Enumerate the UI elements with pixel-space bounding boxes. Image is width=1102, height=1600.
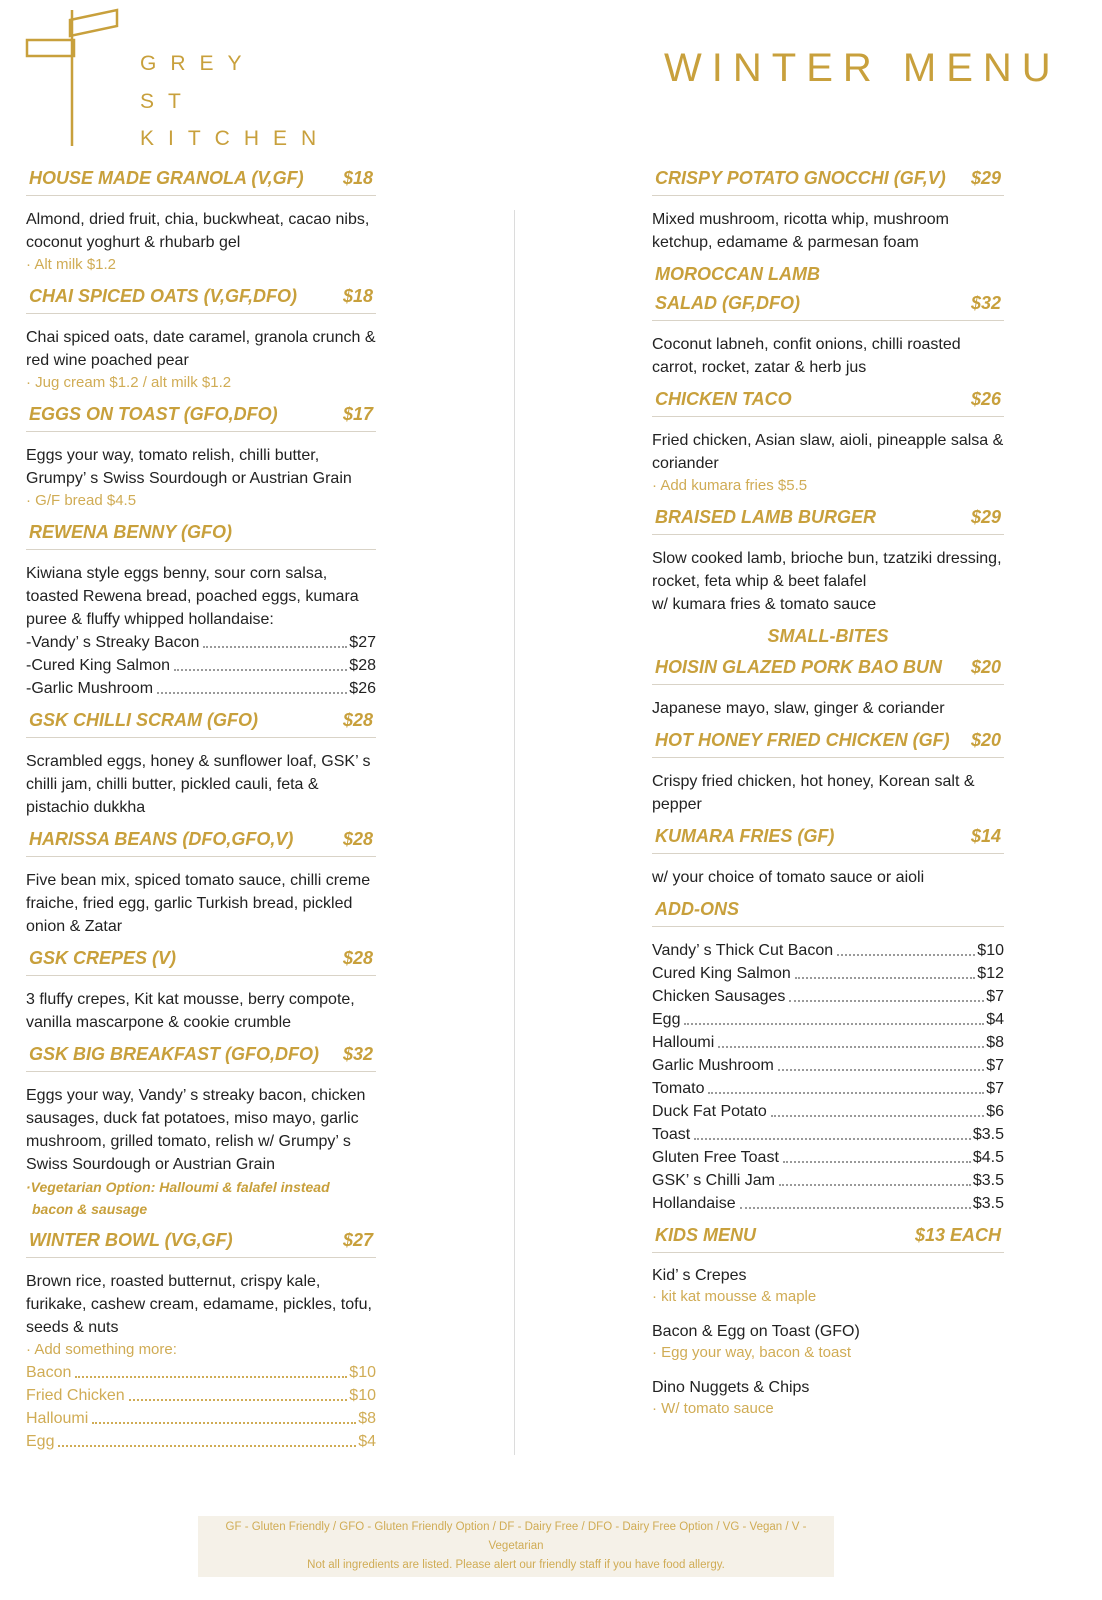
kids-item: Kid’ s Crepes · kit kat mousse & maple	[652, 1267, 817, 1305]
add-on-item: Vandy’ s Thick Cut Bacon $10	[652, 939, 1004, 962]
benny-option: -Vandy’ s Streaky Bacon $27	[26, 631, 376, 654]
item-note: · Add kumara fries $5.5	[652, 477, 808, 494]
item-price: $18	[342, 286, 373, 306]
item-name: SALAD (GF,DFO)	[655, 293, 800, 313]
item-name: HOUSE MADE GRANOLA (V,GF)	[29, 168, 304, 188]
item-note: bacon & sausage	[32, 1201, 148, 1217]
small-bites-heading: SMALL-BITES	[767, 626, 889, 646]
item-description: Kiwiana style eggs benny, sour corn salsa, toasted Rewena bread, poached eggs, kumara puree & fluffy whipped hollandaise:	[26, 565, 359, 628]
kids-item: Bacon & Egg on Toast (GFO) · Egg your way, bacon & toast	[652, 1323, 860, 1361]
menu-item-rewena-benny	[26, 522, 376, 700]
item-name: GSK CHILLI SCRAM (GFO)	[29, 710, 258, 730]
item-price: $20	[970, 657, 1001, 677]
item-name: HARISSA BEANS (DFO,GFO,V)	[29, 829, 294, 849]
menu-item-big-breakfast	[26, 1044, 376, 1220]
menu-item-chilli-scram	[26, 710, 376, 819]
item-description: Crispy fried chicken, hot honey, Korean salt & pepper	[652, 773, 975, 813]
item-description: Scrambled eggs, honey & sunflower loaf, GSK’ s chilli jam, chilli butter, pickled cauli, feta & pistachio dukkha	[26, 753, 371, 816]
kids-menu-section	[652, 1225, 1004, 1419]
item-description: Coconut labneh, confit onions, chilli roasted carrot, rocket, zatar & herb jus	[652, 336, 961, 376]
item-name: BRAISED LAMB BURGER	[655, 507, 877, 527]
item-note: · Alt milk $1.2	[26, 256, 117, 273]
item-description: 3 fluffy crepes, Kit kat mousse, berry compote, vanilla mascarpone & cookie crumble	[26, 991, 355, 1031]
add-on-item: Gluten Free Toast $4.5	[652, 1146, 1004, 1169]
item-price: $27	[342, 1230, 373, 1250]
item-name: MOROCCAN LAMB	[655, 264, 820, 284]
menu-item-eggs-on-toast	[26, 404, 376, 512]
item-price: $32	[342, 1044, 373, 1064]
dietary-legend: GF - Gluten Friendly / GFO - Gluten Friendly Option / DF - Dairy Free / DFO - Dairy Free Option / VG - Vegan / V - Vegetarian	[225, 1521, 807, 1552]
item-price: $13 EACH	[914, 1225, 1001, 1245]
brand-line-3: KITCHEN	[140, 127, 331, 150]
section-heading: KIDS MENU	[655, 1225, 757, 1245]
bowl-addon: Bacon $10	[26, 1361, 376, 1384]
add-on-item: Halloumi $8	[652, 1031, 1004, 1054]
item-description: w/ your choice of tomato sauce or aioli	[652, 869, 925, 886]
page-title: WINTER MENU	[664, 46, 1061, 90]
kids-list	[652, 1265, 1004, 1419]
menu-item-hot-honey-chicken	[652, 730, 1004, 816]
item-description: Japanese mayo, slaw, ginger & coriander	[652, 700, 945, 717]
add-on-item: Hollandaise $3.5	[652, 1192, 1004, 1215]
add-on-item: Chicken Sausages $7	[652, 985, 1004, 1008]
item-price: $17	[342, 404, 373, 424]
item-description: Eggs your way, tomato relish, chilli butter, Grumpy’ s Swiss Sourdough or Austrian Grain	[26, 447, 352, 487]
right-column	[652, 168, 1004, 1433]
item-name: HOISIN GLAZED PORK BAO BUN	[655, 657, 943, 677]
item-price: $29	[970, 507, 1001, 527]
add-ons-section	[652, 899, 1004, 1215]
item-note: · G/F bread $4.5	[26, 492, 137, 509]
bowl-addon: Egg $4	[26, 1430, 376, 1453]
item-description: Fried chicken, Asian slaw, aioli, pineapple salsa & coriander	[652, 432, 1004, 472]
item-price: $20	[970, 730, 1001, 750]
benny-option: -Garlic Mushroom $26	[26, 677, 376, 700]
kids-item: Dino Nuggets & Chips · W/ tomato sauce	[652, 1379, 810, 1417]
add-on-item: Garlic Mushroom $7	[652, 1054, 1004, 1077]
item-note: ·Vegetarian Option: Halloumi & falafel instead	[26, 1179, 330, 1195]
item-name: GSK BIG BREAKFAST (GFO,DFO)	[29, 1044, 319, 1064]
menu-item-oats	[26, 286, 376, 394]
menu-item-winter-bowl	[26, 1230, 376, 1453]
item-description: Brown rice, roasted butternut, crispy kale, furikake, cashew cream, edamame, pickles, tofu, seeds & nuts	[26, 1273, 372, 1336]
bowl-addon: Halloumi $8	[26, 1407, 376, 1430]
column-divider	[514, 210, 515, 1455]
item-name: CRISPY POTATO GNOCCHI (GF,V)	[655, 168, 946, 188]
item-price: $28	[342, 948, 373, 968]
add-on-item: GSK’ s Chilli Jam $3.5	[652, 1169, 1004, 1192]
menu-item-bao-bun	[652, 657, 1004, 720]
item-description: Almond, dried fruit, chia, buckwheat, cacao nibs, coconut yoghurt & rhubarb gel	[26, 211, 370, 251]
menu-item-harissa-beans	[26, 829, 376, 938]
add-on-item: Egg $4	[652, 1008, 1004, 1031]
menu-item-lamb-burger	[652, 507, 1004, 616]
add-on-item: Duck Fat Potato $6	[652, 1100, 1004, 1123]
item-name: HOT HONEY FRIED CHICKEN (GF)	[655, 730, 950, 750]
item-description: Chai spiced oats, date caramel, granola crunch & red wine poached pear	[26, 329, 376, 369]
item-name: GSK CREPES (V)	[29, 948, 177, 968]
brand-line-1: GREY	[140, 52, 256, 75]
section-heading: ADD-ONS	[655, 899, 739, 919]
item-name: CHICKEN TACO	[655, 389, 792, 409]
menu-item-moroccan-lamb	[652, 264, 1004, 379]
item-price: $29	[970, 168, 1001, 188]
left-column	[26, 168, 376, 1463]
menu-item-chicken-taco	[652, 389, 1004, 497]
item-price: $28	[342, 829, 373, 849]
dietary-legend-footer	[198, 1516, 834, 1577]
allergy-note: Not all ingredients are listed. Please alert our friendly staff if you have food allergy.	[307, 1559, 725, 1571]
menu-item-kumara-fries	[652, 826, 1004, 889]
item-price: $26	[970, 389, 1001, 409]
bowl-addon: Fried Chicken $10	[26, 1384, 376, 1407]
item-description: w/ kumara fries & tomato sauce	[652, 596, 877, 613]
menu-item-crepes	[26, 948, 376, 1034]
item-name: WINTER BOWL (VG,GF)	[29, 1230, 233, 1250]
item-note: · Add something more:	[26, 1341, 177, 1358]
brand-line-2: ST	[140, 90, 195, 113]
item-description: Eggs your way, Vandy’ s streaky bacon, chicken sausages, duck fat potatoes, miso mayo, garlic mushroom, grilled tomato, relish w/ Grumpy’ s Swiss Sourdough or Austrian Grain	[26, 1087, 366, 1173]
item-name: REWENA BENNY (GFO)	[29, 522, 233, 542]
add-on-item: Toast $3.5	[652, 1123, 1004, 1146]
item-name: KUMARA FRIES (GF)	[655, 826, 835, 846]
signpost-logo-icon	[22, 8, 122, 148]
item-name: EGGS ON TOAST (GFO,DFO)	[29, 404, 278, 424]
add-on-item: Tomato $7	[652, 1077, 1004, 1100]
item-description: Five bean mix, spiced tomato sauce, chilli creme fraiche, fried egg, garlic Turkish bread, pickled onion & Zatar	[26, 872, 371, 935]
item-name: CHAI SPICED OATS (V,GF,DFO)	[29, 286, 298, 306]
item-price: $32	[970, 293, 1001, 313]
menu-item-granola	[26, 168, 376, 276]
item-price: $14	[970, 826, 1001, 846]
benny-option: -Cured King Salmon $28	[26, 654, 376, 677]
item-price: $18	[342, 168, 373, 188]
add-ons-list	[652, 939, 1004, 1215]
menu-item-gnocchi	[652, 168, 1004, 254]
item-description: Slow cooked lamb, brioche bun, tzatziki dressing, rocket, feta whip & beet falafel	[652, 550, 1002, 590]
item-price: $28	[342, 710, 373, 730]
item-description: Mixed mushroom, ricotta whip, mushroom ketchup, edamame & parmesan foam	[652, 211, 949, 251]
add-on-item: Cured King Salmon $12	[652, 962, 1004, 985]
item-note: · Jug cream $1.2 / alt milk $1.2	[26, 374, 232, 391]
